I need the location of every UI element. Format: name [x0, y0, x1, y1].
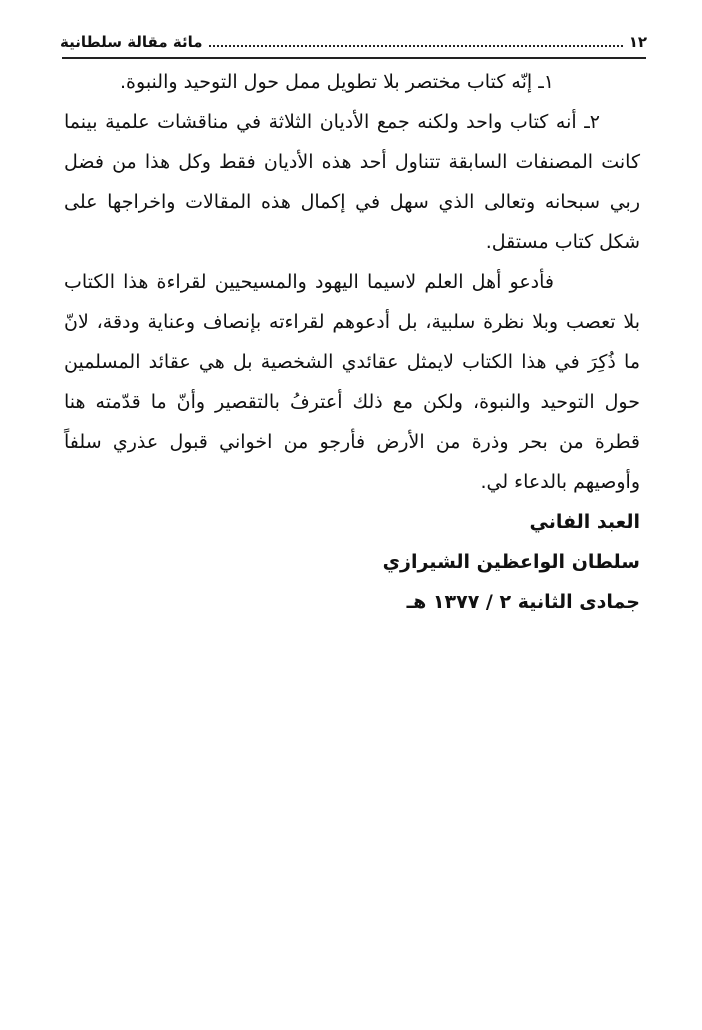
- paragraph-appeal: فأدعو أهل العلم لاسيما اليهود والمسيحيين لقراءة هذا الكتاب بلا تعصب وبلا نظرة سلبية، بل أدعوهم لقراءته بإنصاف وعناية ودقة، لانّ ما ذُكِرَ في هذا الكتاب لايمثل عقائدي الشخصية بل هي عقائد المسلمين حول التوحيد والنبوة، ولكن مع ذلك أعترفُ بالتقصير وأنّ ما قدّمته هنا قطرة من بحر وذرة من الأرض فأرجو من اخواني قبول عذري سلفاً وأوصيهم بالدعاء لي.: [64, 271, 640, 493]
- page-header: [60, 28, 647, 56]
- list-item-2: ٢ـ أنه كتاب واحد ولكنه جمع الأديان الثلاثة في مناقشات علمية بينما كانت المصنفات السابقة تتناول أحد هذه الأديان فقط وكل هذا من فضل ربي سبحانه وتعالى الذي سهل في إكمال هذه المقالات واخراجها على شكل كتاب مستقل.: [64, 111, 640, 253]
- body-text: [64, 62, 640, 622]
- signature-line-1: العبد الفاني: [529, 511, 640, 533]
- running-title: مائة مقالة سلطانية: [60, 33, 203, 51]
- header-rule: [62, 57, 646, 59]
- signature-author-name: سلطان الواعظين الشيرازي: [382, 551, 640, 573]
- header-leader-dots: [209, 45, 623, 47]
- list-item-1: ١ـ إنّه كتاب مختصر بلا تطويل ممل حول التوحيد والنبوة.: [120, 71, 554, 93]
- signature-date: جمادى الثانية ٢ / ١٣٧٧ هـ: [406, 591, 640, 613]
- page-number: ١٢: [628, 33, 647, 51]
